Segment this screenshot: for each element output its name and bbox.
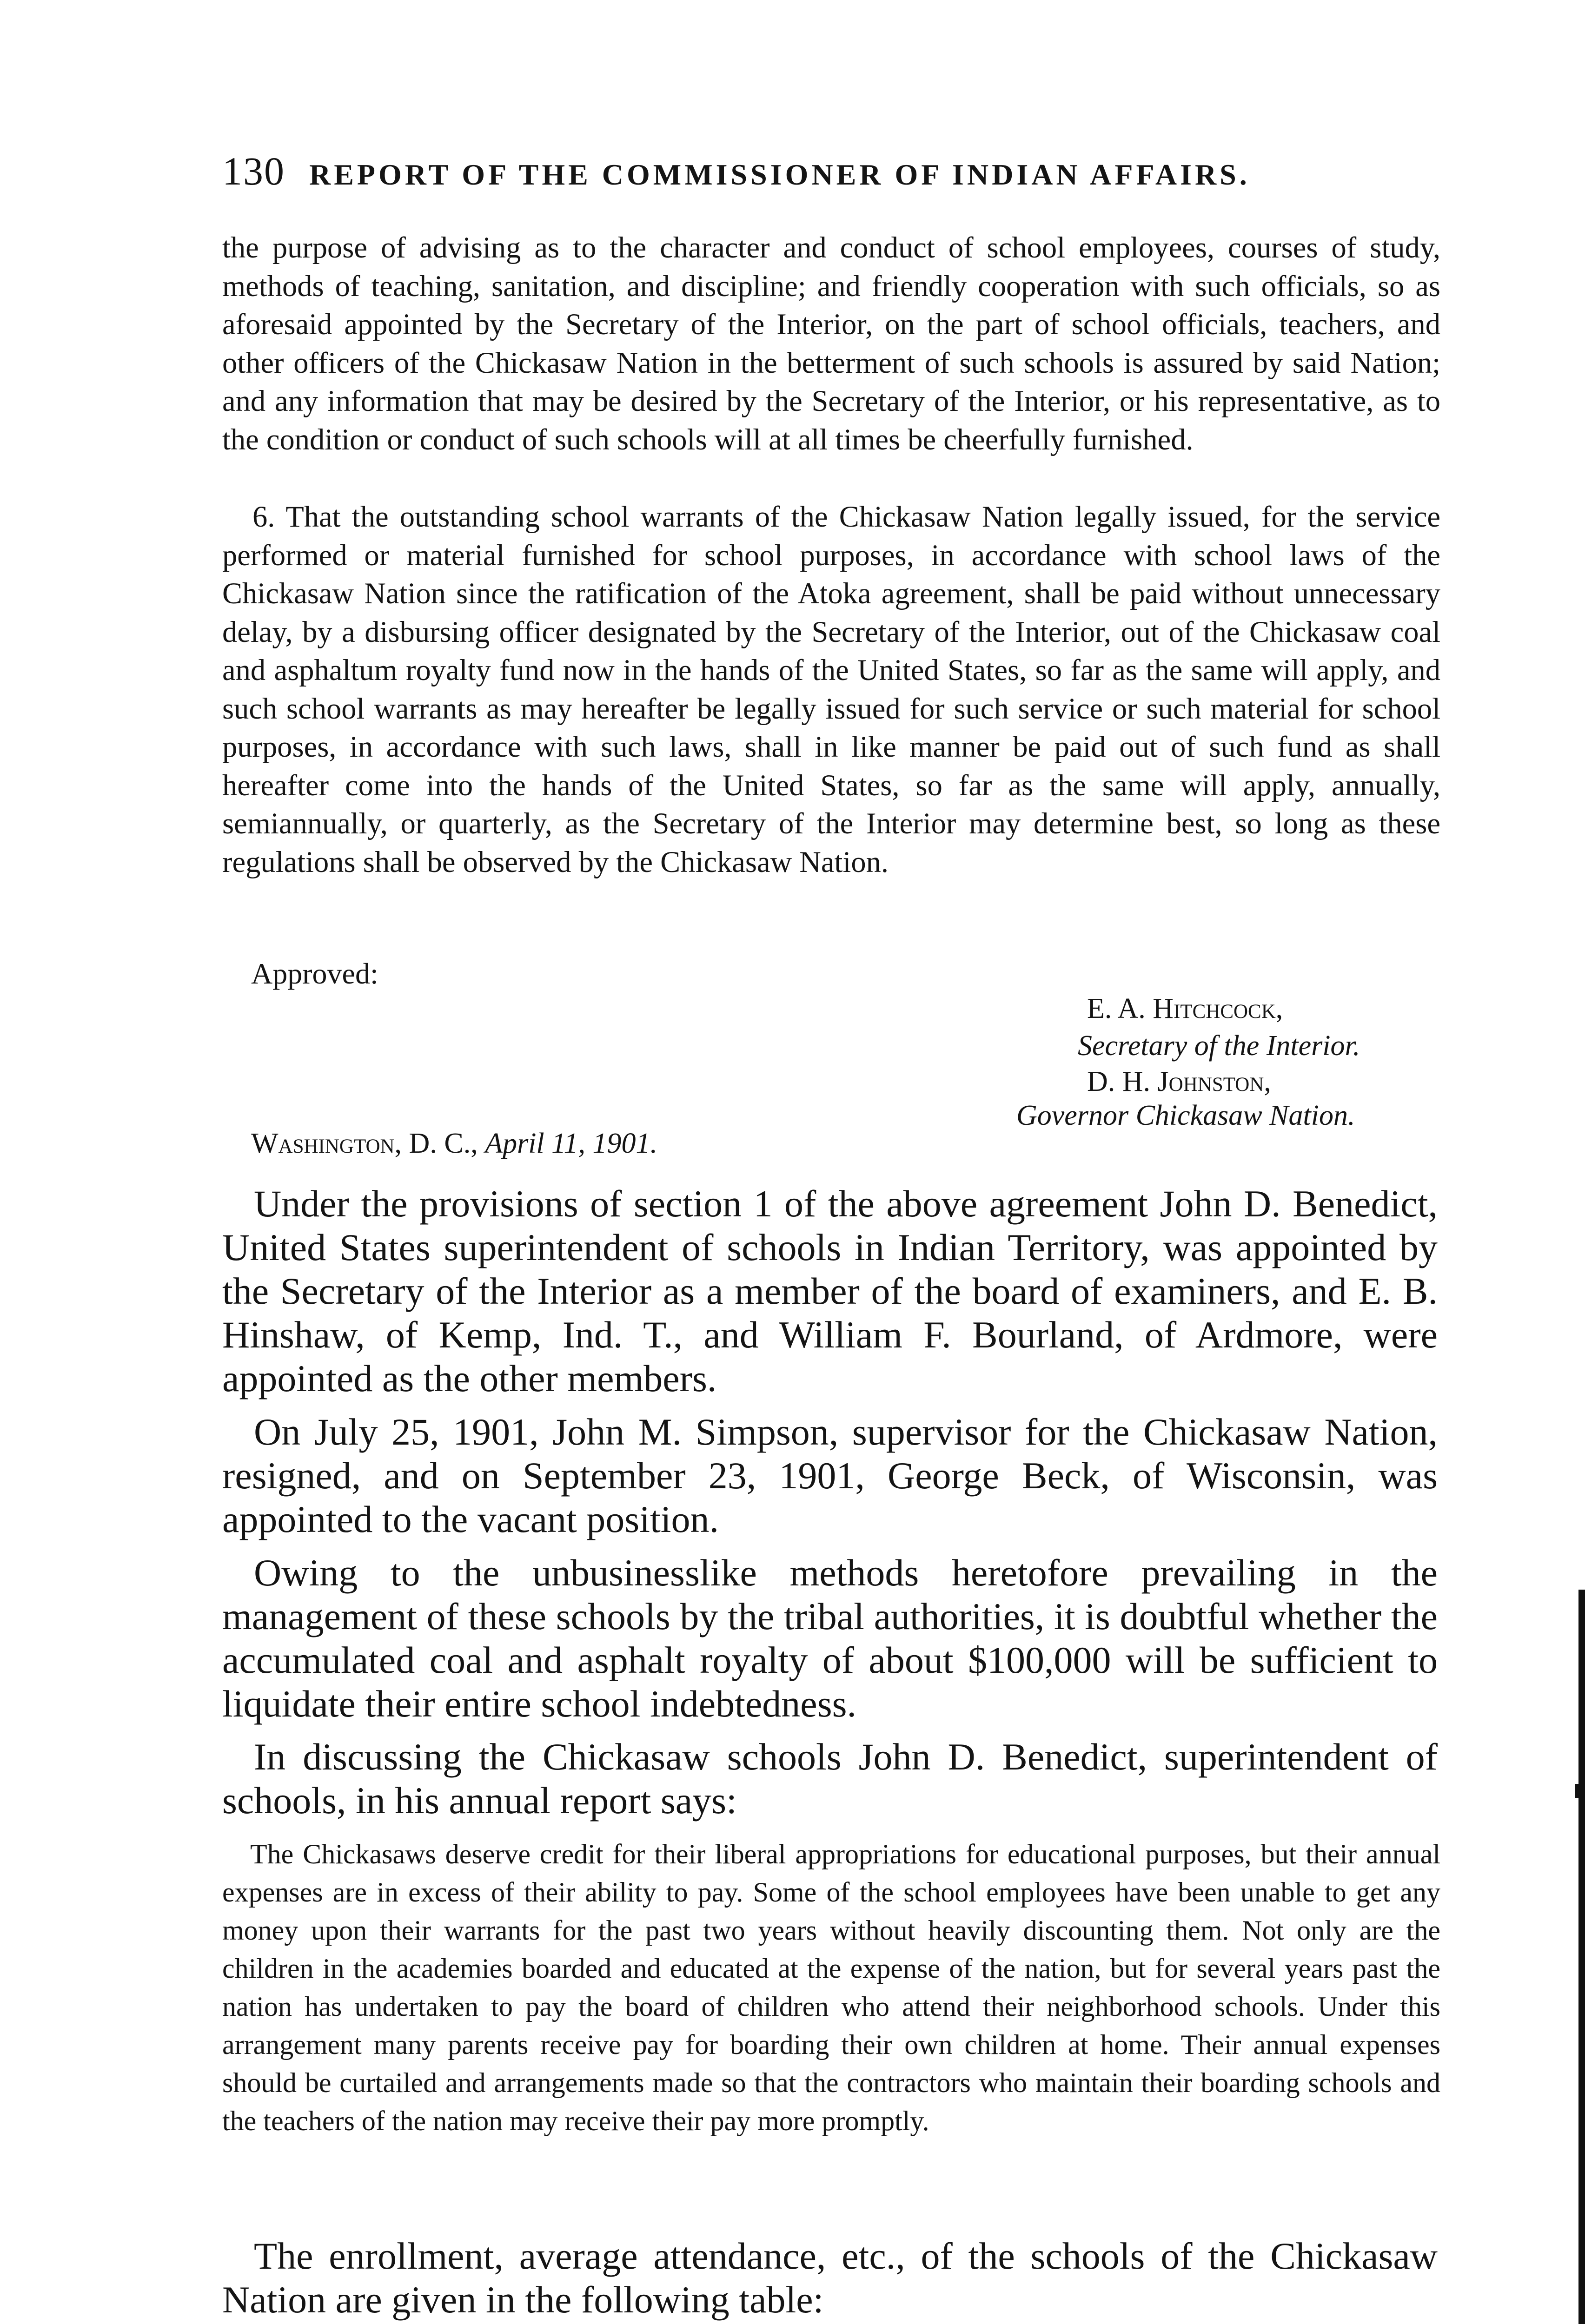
agreement-item-six bbox=[222, 498, 1440, 881]
report-intro-paragraph: In discussing the Chickasaw schools John D. Benedict, superintendent of schools, in his annual report says: bbox=[222, 1736, 1438, 1822]
continuation-paragraph: the purpose of advising as to the character and conduct of school employees, courses of study, methods of teaching, sanitation, and discipline; and friendly cooperation with such officials, so as aforesaid appointed by the Secretary of the Interior, on the part of school officials, teachers, and other officers of the Chickasaw Nation in the betterment of such schools is assured by said Nation; and any information that may be desired by the Secretary of the Interior, or his representative, as to the condition or conduct of such schools will at all times be cheerfully furnished. bbox=[222, 231, 1440, 456]
block-quote bbox=[222, 1835, 1440, 2140]
signer-1-title: Secretary of the Interior. bbox=[1078, 1030, 1360, 1062]
body-paragraph-royalty bbox=[222, 1551, 1438, 1726]
body-paragraph-report-intro bbox=[222, 1735, 1438, 1822]
scan-border-right bbox=[1578, 1590, 1585, 2324]
place-and-date bbox=[251, 1127, 657, 1160]
agreement-continuation bbox=[222, 229, 1440, 459]
item-six-paragraph: 6. That the outstanding school warrants of the Chickasaw Nation legally issued, for the service performed or material furnished for school purposes, in accordance with school laws of the Chickasaw Nation since the ratification of the Atoka agreement, shall be paid without unnecessary delay, by a disbursing officer designated by the Secretary of the Interior, out of the Chickasaw coal and asphaltum royalty fund now in the hands of the United States, so far as the same will apply, and such school warrants as may hereafter be legally issued for such service or such material for school purposes, in accordance with such laws, shall in like manner be paid out of such fund as shall hereafter come into the hands of the United States, so far as the same will apply, annually, semiannually, or quarterly, as the Secretary of the Interior may determine best, so long as these regulations shall be observed by the Chickasaw Nation. bbox=[222, 500, 1440, 878]
approved-label: Approved: bbox=[251, 957, 378, 990]
page-number: 130 bbox=[222, 149, 285, 193]
signing-date: April 11, 1901. bbox=[485, 1128, 658, 1159]
supervisor-paragraph: On July 25, 1901, John M. Simpson, supervisor for the Chickasaw Nation, resigned, and on September 23, 1901, George Beck, of Wisconsin, was appointed to the vacant position. bbox=[222, 1411, 1438, 1540]
board-paragraph: Under the provisions of section 1 of the above agreement John D. Benedict, United States superintendent of schools in Indian Territory, was appointed by the Secretary of the Interior as a member of the board of examiners, and E. B. Hinshaw, of Kemp, Ind. T., and William F. Bourland, of Ardmore, were appointed as the other members. bbox=[222, 1182, 1438, 1400]
signing-place: Washington, D. C., bbox=[251, 1128, 478, 1159]
quote-paragraph: The Chickasaws deserve credit for their liberal appropriations for educational purposes, but their annual expenses are in excess of their ability to pay. Some of the school employees have been unable to get any money upon their warrants for the past two years without heavily discounting them. Not only are the children in the academies boarded and educated at the expense of the nation, but for several years past the nation has undertaken to pay the board of children who attend their neighborhood schools. Under this arrangement many parents receive pay for boarding their own children at home. Their annual expenses should be curtailed and arrangements made so that the contractors who maintain their boarding schools and the teachers of the nation may receive their pay more promptly. bbox=[222, 1839, 1440, 2136]
scan-mark bbox=[1575, 1784, 1578, 1798]
table-intro-paragraph: The enrollment, average attendance, etc., of the schools of the Chickasaw Nation are given in the following table: bbox=[222, 2235, 1438, 2321]
signer-2-title: Governor Chickasaw Nation. bbox=[1016, 1100, 1355, 1131]
body-paragraph-table-intro bbox=[222, 2234, 1438, 2322]
body-paragraph-supervisor bbox=[222, 1410, 1438, 1541]
running-title: REPORT OF THE COMMISSIONER OF INDIAN AFFAIRS. bbox=[309, 158, 1250, 191]
body-paragraph-board bbox=[222, 1182, 1438, 1400]
signer-1-name: E. A. Hitchcock, bbox=[1087, 993, 1283, 1024]
royalty-paragraph: Owing to the unbusinesslike methods heretofore prevailing in the management of these schools by the tribal authorities, it is doubtful whether the accumulated coal and asphalt royalty of about $100,000 will be sufficient to liquidate their entire school indebtedness. bbox=[222, 1552, 1438, 1725]
signer-2-name: D. H. Johnston, bbox=[1087, 1066, 1271, 1097]
page-header bbox=[222, 148, 1357, 194]
